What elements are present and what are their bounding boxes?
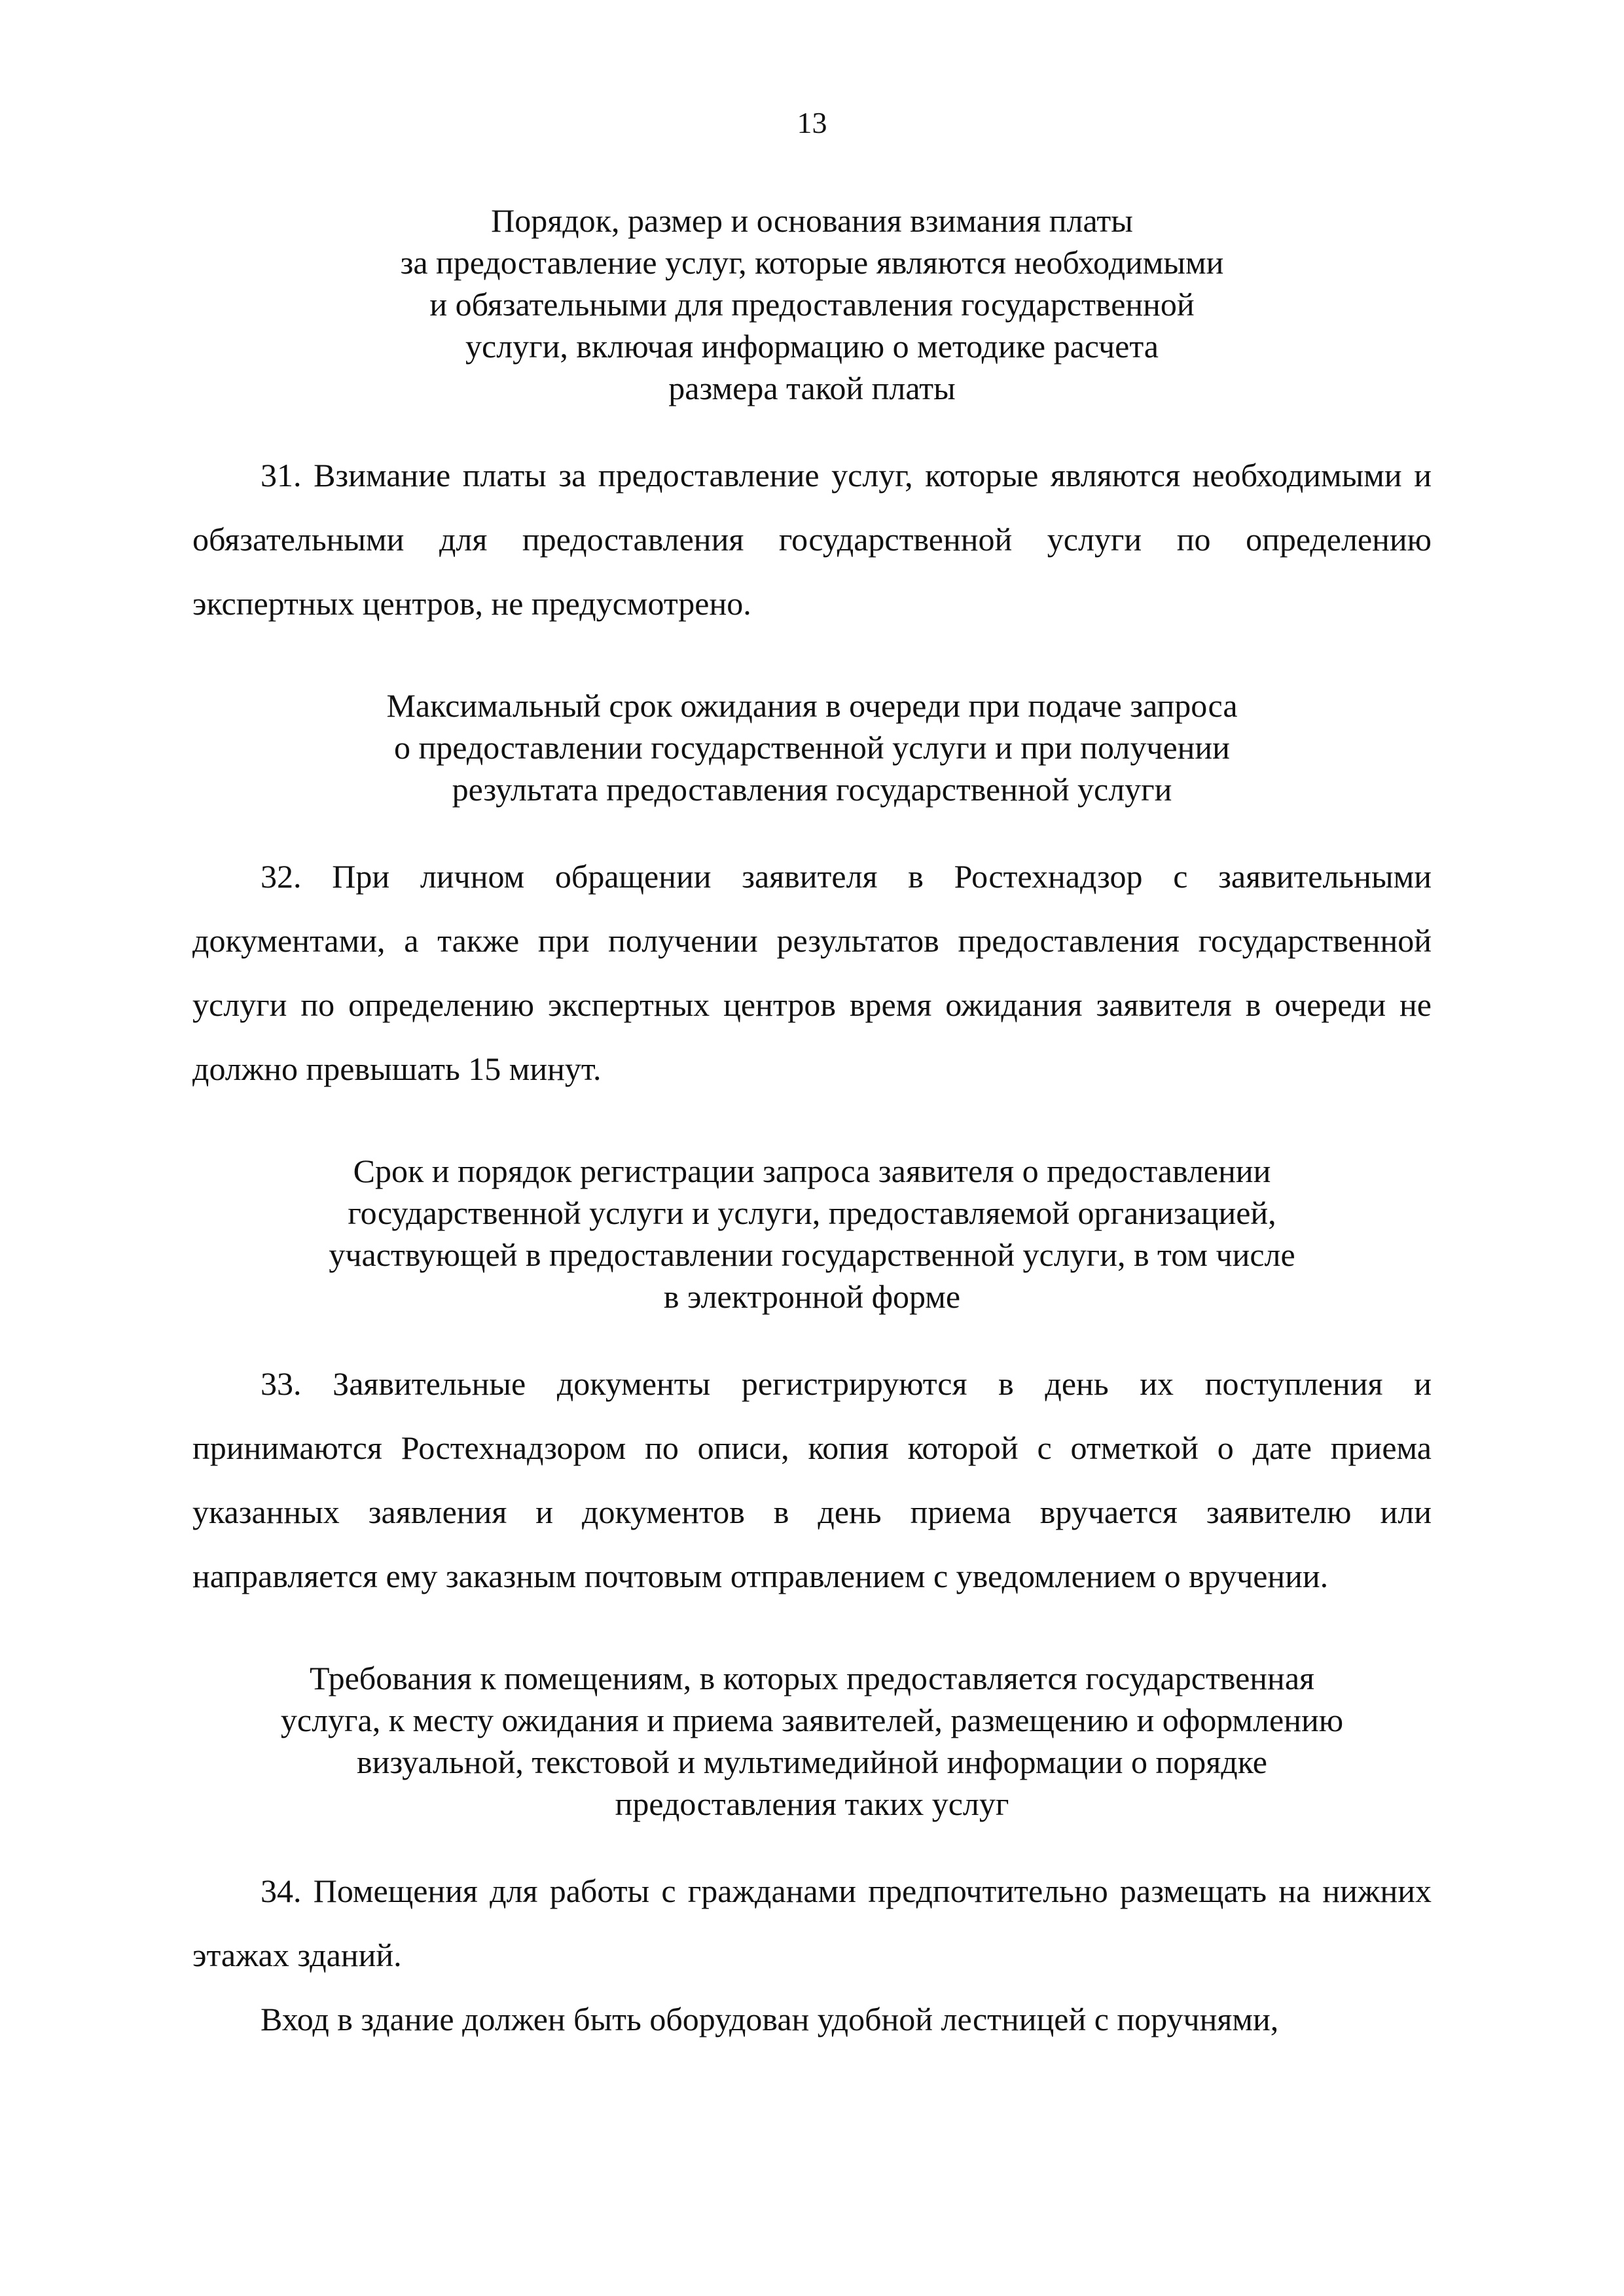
paragraph-31: 31. Взимание платы за предоставление услуг, которые являются необходимыми и обязательными для предоставления государственной услуги по определению экспертных центров, не предусмотрено. [192, 457, 1432, 622]
section-heading-fees [192, 200, 1432, 409]
paragraph-34-entrance: Вход в здание должен быть оборудован удобной лестницей с поручнями, [261, 2001, 1279, 2037]
heading-line: визуальной, текстовой и мультимедийной информации о порядке [357, 1744, 1267, 1780]
heading-line: предоставления таких услуг [615, 1785, 1009, 1822]
page-number: 13 [797, 106, 827, 139]
heading-line: государственной услуги и услуги, предоставляемой организацией, [348, 1194, 1276, 1231]
heading-line: Порядок, размер и основания взимания платы [491, 202, 1133, 239]
document-body [192, 200, 1432, 2051]
heading-line: Требования к помещениям, в которых предоставляется государственная [309, 1660, 1315, 1696]
paragraph-32: 32. При личном обращении заявителя в Ростехнадзор с заявительными документами, а также при получении результатов предоставления государственной услуги по определению экспертных центров время ожидания заявителя в очереди не должно превышать 15 минут. [192, 858, 1432, 1087]
heading-line: в электронной форме [663, 1278, 961, 1315]
section-heading-registration [192, 1150, 1432, 1318]
heading-line: результата предоставления государственной услуги [452, 771, 1172, 808]
heading-line: Срок и порядок регистрации запроса заявителя о предоставлении [353, 1153, 1271, 1189]
paragraph-34: 34. Помещения для работы с гражданами предпочтительно размещать на нижних этажах зданий. [192, 1873, 1432, 1973]
section-heading-queue-time [192, 685, 1432, 810]
heading-line: услуги, включая информацию о методике расчета [465, 328, 1159, 365]
heading-line: участвующей в предоставлении государственной услуги, в том числе [329, 1236, 1295, 1273]
heading-line: о предоставлении государственной услуги и при получении [394, 729, 1230, 766]
heading-line: и обязательными для предоставления государственной [429, 286, 1195, 323]
heading-line: за предоставление услуг, которые являются необходимыми [400, 244, 1224, 281]
heading-line: услуга, к месту ожидания и приема заявителей, размещению и оформлению [280, 1702, 1344, 1738]
section-heading-premises [192, 1657, 1432, 1825]
heading-line: размера такой платы [668, 370, 956, 406]
paragraph-33: 33. Заявительные документы регистрируются в день их поступления и принимаются Ростехнадзором по описи, копия которой с отметкой о дате приема указанных заявления и документов в день приема вручается заявителю или направляется ему заказным почтовым отправлением с уведомлением о вручении. [192, 1365, 1432, 1594]
heading-line: Максимальный срок ожидания в очереди при подаче запроса [386, 687, 1238, 724]
